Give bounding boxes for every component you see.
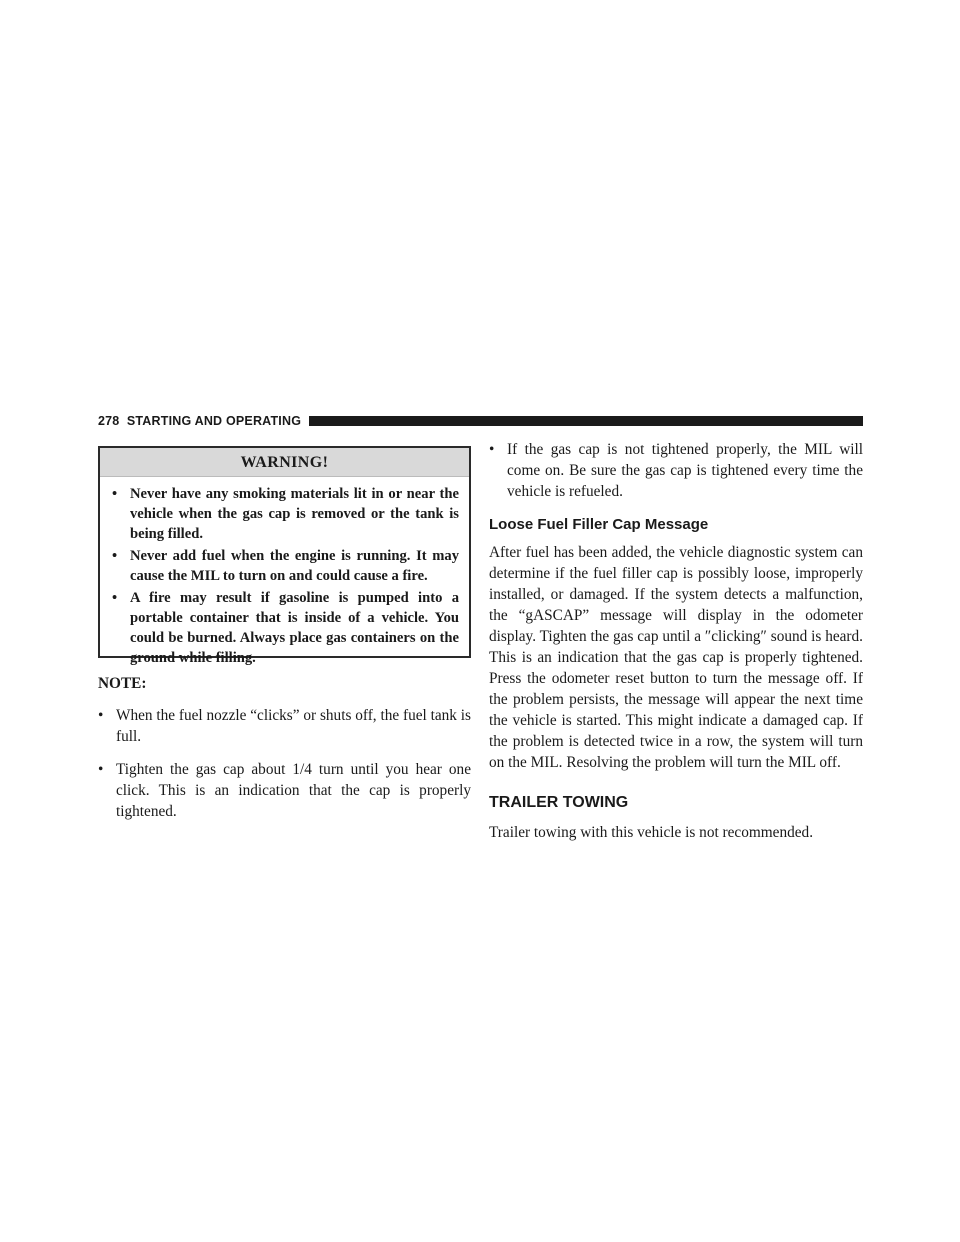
warning-item-text: Never have any smoking materials lit in or near the vehicle when the gas cap is removed or the tank is being filled. xyxy=(130,486,459,542)
note-label: NOTE: xyxy=(98,675,147,692)
note-item-text: Tighten the gas cap about 1/4 turn until you hear one click. This is an indication that the cap is properly tightened. xyxy=(116,761,471,820)
note-item xyxy=(98,759,471,822)
right-column xyxy=(489,439,863,843)
note-item-text: If the gas cap is not tightened properly, the MIL will come on. Be sure the gas cap is tightened every time the vehicle is refueled. xyxy=(507,441,863,500)
warning-item xyxy=(112,546,459,586)
warning-item-text: Never add fuel when the engine is running. It may cause the MIL to turn on and could cause a fire. xyxy=(130,548,459,584)
warning-item xyxy=(112,484,459,544)
warning-item-text: A fire may result if gasoline is pumped into a portable container that is inside of a vehicle. You could be burned. Always place gas containers on the ground while filling. xyxy=(130,590,459,666)
warning-list xyxy=(100,477,469,668)
header-rule xyxy=(309,416,863,426)
bullet: • xyxy=(98,761,104,778)
loose-cap-heading: Loose Fuel Filler Cap Message xyxy=(489,516,709,533)
page-header xyxy=(98,414,863,428)
warning-title: WARNING! xyxy=(100,448,469,477)
page-header-label xyxy=(98,414,301,428)
section-title: STARTING AND OPERATING xyxy=(126,414,302,428)
loose-cap-body: After fuel has been added, the vehicle diagnostic system can determine if the fuel filler cap is possibly loose, improperly installed, or damaged. If the system detects a malfunction, the “gASCAP” message will display in the odometer display. Tighten the gas cap until a ″clicking″ sound is heard. This is an indication that the gas cap is properly tightened. Press the odometer reset button to turn the message off. If the problem persists, the message will appear the next time the vehicle is started. This might indicate a damaged cap. If the problem is detected twice in a row, the system will turn on the MIL. Resolving the problem will turn the MIL off. xyxy=(489,544,863,771)
bullet: • xyxy=(112,590,118,606)
bullet: • xyxy=(112,548,118,564)
warning-box xyxy=(98,446,471,666)
trailer-towing-body: Trailer towing with this vehicle is not recommended. xyxy=(489,824,814,841)
bullet: • xyxy=(489,441,495,458)
bullet: • xyxy=(98,707,104,724)
bullet: • xyxy=(112,486,118,502)
warning-item xyxy=(112,588,459,668)
page-number: 278 xyxy=(98,414,120,428)
trailer-towing-heading: TRAILER TOWING xyxy=(489,794,629,811)
left-column xyxy=(98,446,471,822)
note-item xyxy=(489,439,863,502)
note-item-text: When the fuel nozzle “clicks” or shuts off, the fuel tank is full. xyxy=(116,707,471,745)
note-item xyxy=(98,705,471,747)
